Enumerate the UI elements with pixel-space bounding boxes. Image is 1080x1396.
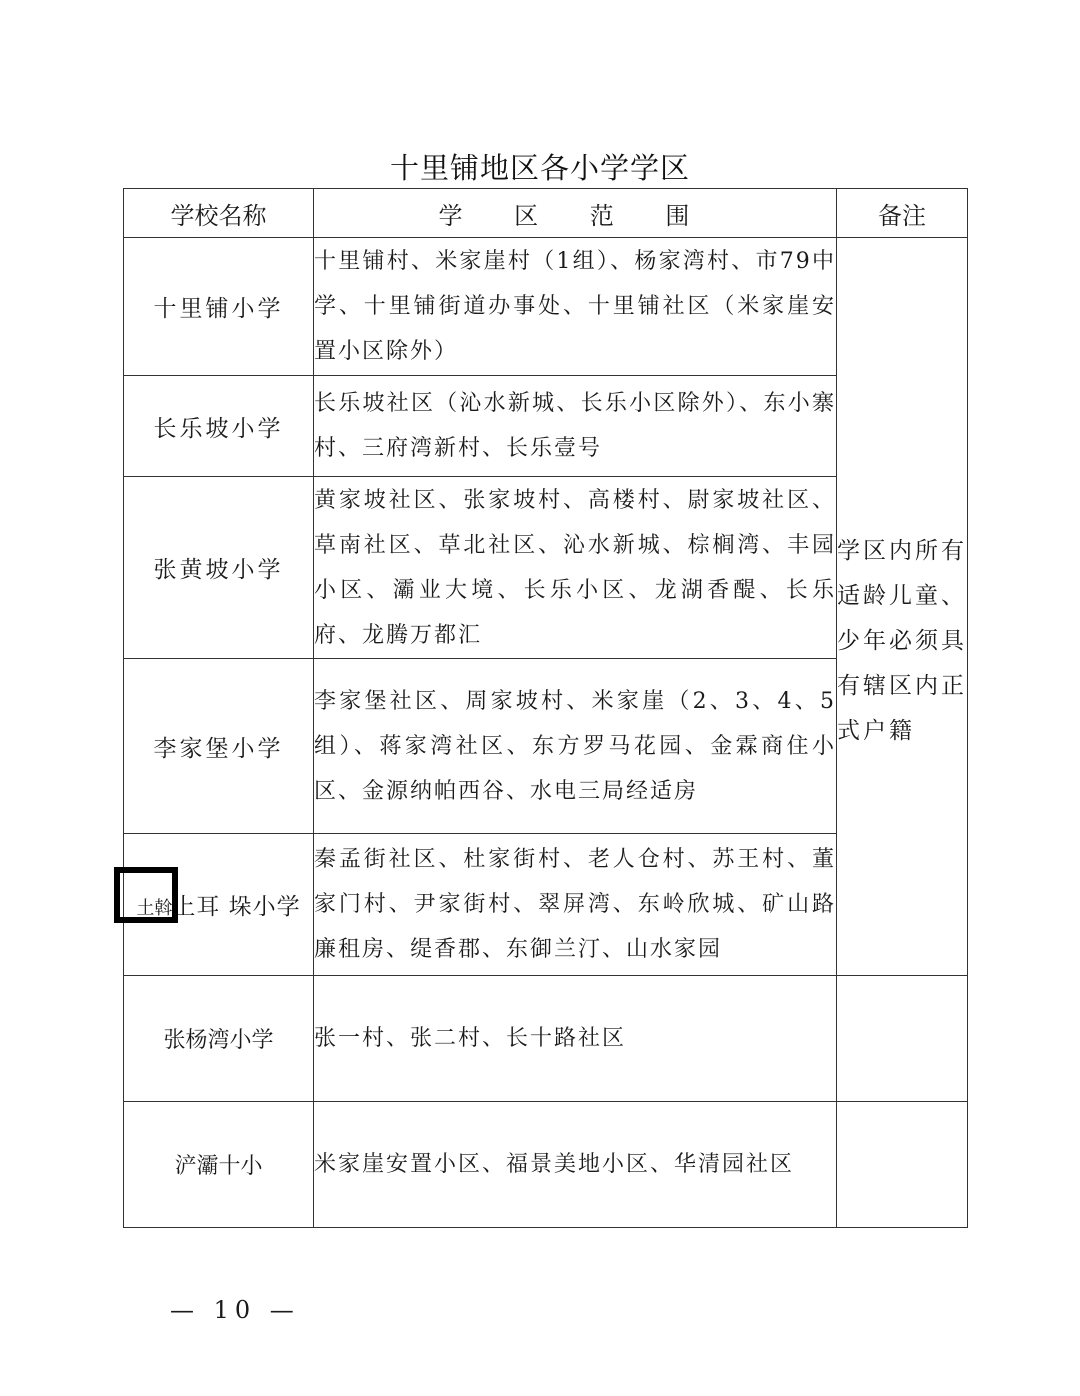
- school-name: 张杨湾小学: [124, 976, 314, 1102]
- school-name: [124, 834, 314, 976]
- page-number: — 10 —: [170, 1296, 300, 1324]
- note-cell-empty: [837, 1102, 968, 1228]
- school-name: 十里铺小学: [124, 238, 314, 376]
- zone-range: 黄家坡社区、张家坡村、高楼村、尉家坡社区、草南社区、草北社区、沁水新城、棕榈湾、丰园小区、灞业大境、长乐小区、龙湖香醍、长乐府、龙腾万都汇: [314, 477, 837, 659]
- zone-range: 长乐坡社区（沁水新城、长乐小区除外）、东小寨村、三府湾新村、长乐壹号: [314, 376, 837, 477]
- zone-range: 张一村、张二村、长十路社区: [314, 976, 837, 1102]
- note-cell-empty: [837, 976, 968, 1102]
- school-zone-table: [123, 188, 968, 1228]
- school-name-prefix: 土斡: [136, 898, 173, 919]
- school-name-rest: 上耳 垛小学: [172, 894, 301, 920]
- zone-range: 十里铺村、米家崖村（1组）、杨家湾村、市79中学、十里铺街道办事处、十里铺社区（米家崖安置小区除外）: [314, 238, 837, 376]
- header-school-name: 学校名称: [124, 189, 314, 238]
- table-row: [124, 976, 968, 1102]
- school-name: 长乐坡小学: [124, 376, 314, 477]
- school-name: 浐灞十小: [124, 1102, 314, 1228]
- header-note: 备注: [837, 189, 968, 238]
- table-row: [124, 238, 968, 376]
- zone-range: 李家堡社区、周家坡村、米家崖（2、3、4、5组）、蒋家湾社区、东方罗马花园、金霖商住小区、金源纳帕西谷、水电三局经适房: [314, 659, 837, 834]
- school-name: 张黄坡小学: [124, 477, 314, 659]
- table-row: [124, 1102, 968, 1228]
- header-zone-range: 学 区 范 围: [314, 189, 837, 238]
- zone-range: 秦孟街社区、杜家街村、老人仓村、苏王村、董家门村、尹家街村、翠屏湾、东岭欣城、矿山路廉租房、缇香郡、东御兰汀、山水家园: [314, 834, 837, 976]
- school-name: 李家堡小学: [124, 659, 314, 834]
- highlight-box: [114, 867, 178, 923]
- note-cell: 学区内所有适龄儿童、少年必须具有辖区内正式户籍: [837, 238, 968, 976]
- zone-range: 米家崖安置小区、福景美地小区、华清园社区: [314, 1102, 837, 1228]
- table-header-row: [124, 189, 968, 238]
- page-title: 十里铺地区各小学学区: [389, 151, 690, 185]
